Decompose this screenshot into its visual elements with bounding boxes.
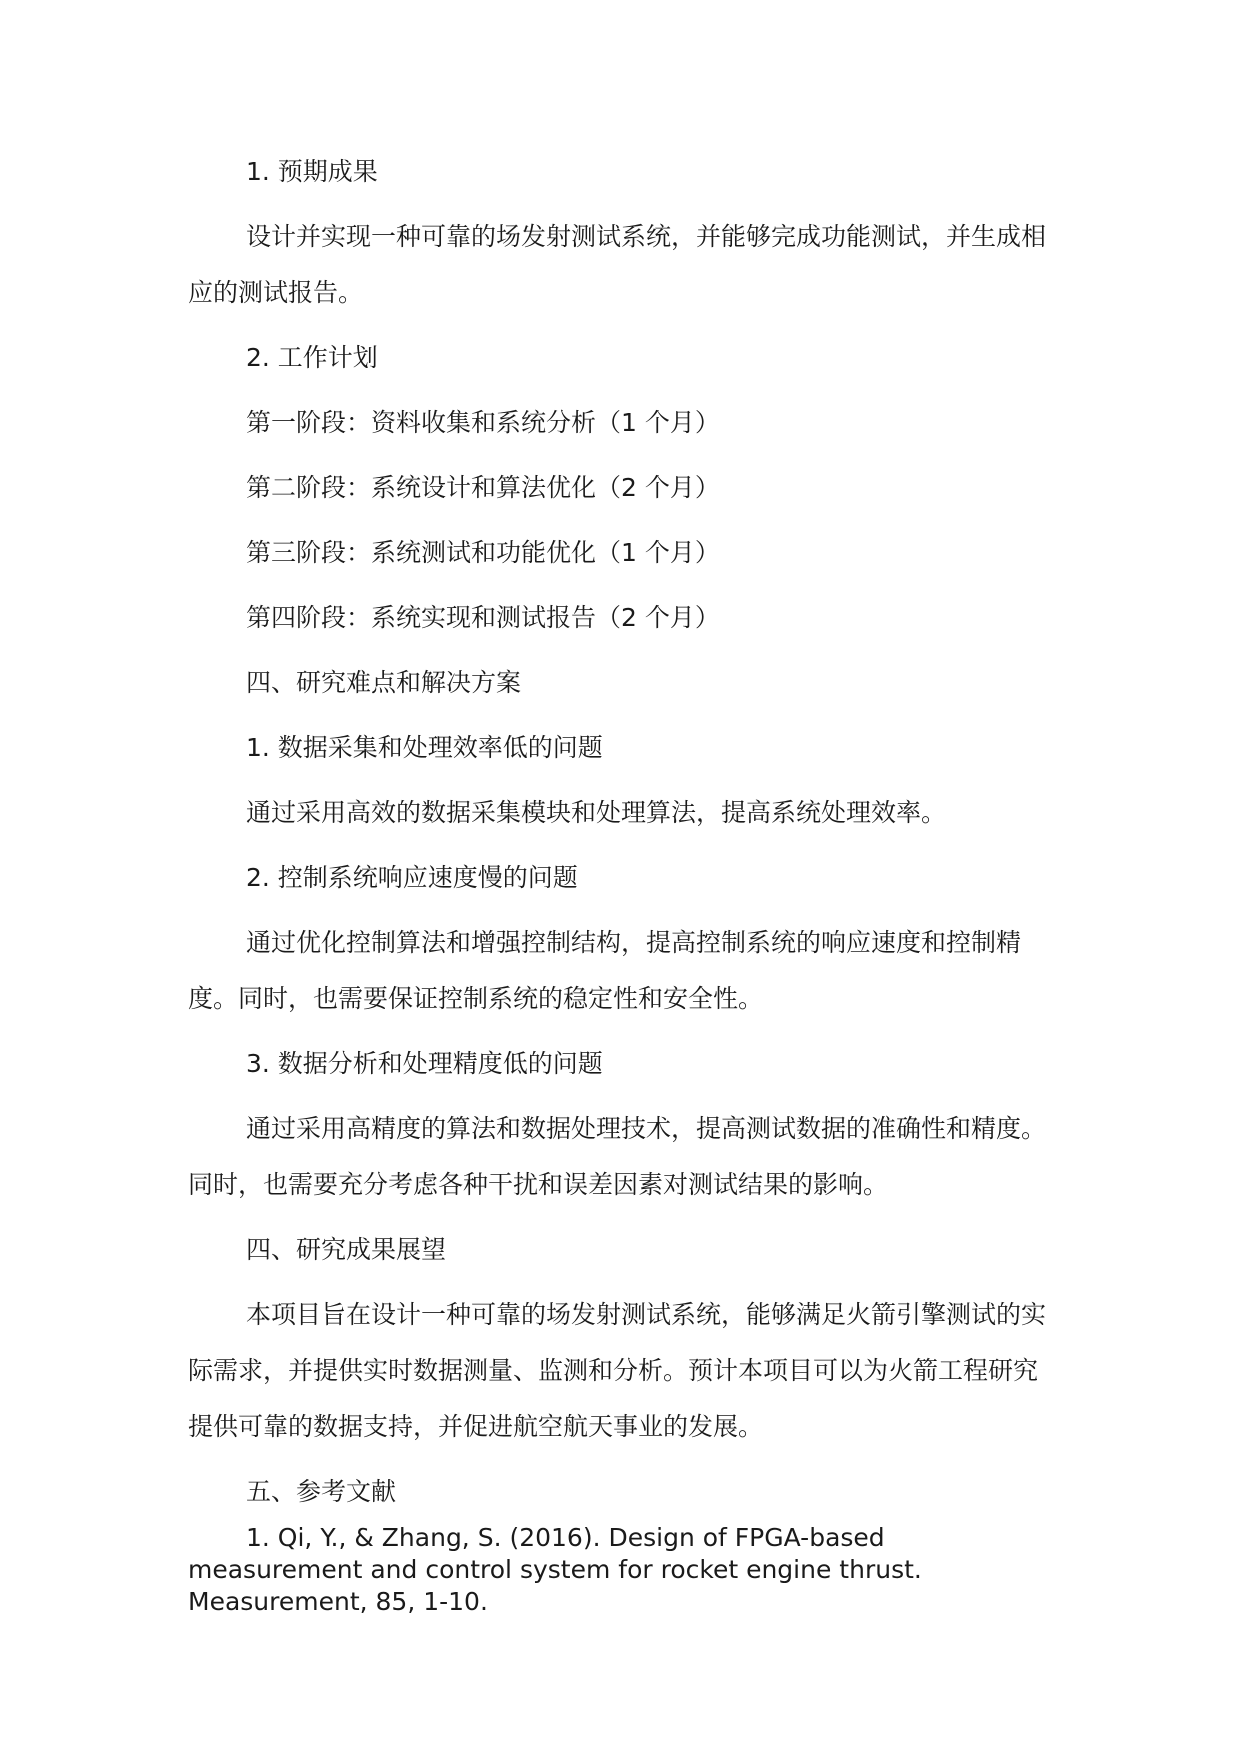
difficulty-1-heading: 1. 数据采集和处理效率低的问题 [246,733,603,762]
heading-work-plan: 2. 工作计划 [246,343,378,372]
section-heading-difficulties: 四、研究难点和解决方案 [246,668,522,697]
paragraph-expected-results: 设计并实现一种可靠的场发射测试系统，并能够完成功能测试，并生成相应的测试报告。 [188,222,1047,307]
difficulty-3-heading: 3. 数据分析和处理精度低的问题 [246,1049,603,1078]
plan-stage-2: 第二阶段：系统设计和算法优化（2 个月） [246,473,720,502]
difficulty-3-solution: 通过采用高精度的算法和数据处理技术，提高测试数据的准确性和精度。同时，也需要充分考虑各种干扰和误差因素对测试结果的影响。 [188,1114,1047,1199]
paragraph-outlook: 本项目旨在设计一种可靠的场发射测试系统，能够满足火箭引擎测试的实际需求，并提供实时数据测量、监测和分析。预计本项目可以为火箭工程研究提供可靠的数据支持，并促进航空航天事业的发展。 [188,1300,1047,1441]
reference-item: 1. Qi, Y., & Zhang, S. (2016). Design of FPGA-based measurement and control system for rocket engine thrust. Measurement, 85, 1-10. [188,1523,922,1616]
document-body [188,156,1048,1618]
difficulty-2-heading: 2. 控制系统响应速度慢的问题 [246,863,578,892]
heading-expected-results: 1. 预期成果 [246,157,378,186]
difficulty-2-solution: 通过优化控制算法和增强控制结构，提高控制系统的响应速度和控制精度。同时，也需要保证控制系统的稳定性和安全性。 [188,928,1022,1013]
section-heading-outlook: 四、研究成果展望 [246,1235,447,1264]
plan-stage-4: 第四阶段：系统实现和测试报告（2 个月） [246,603,720,632]
plan-stage-3: 第三阶段：系统测试和功能优化（1 个月） [246,538,720,567]
section-heading-references: 五、参考文献 [246,1477,397,1506]
difficulty-1-solution: 通过采用高效的数据采集模块和处理算法，提高系统处理效率。 [246,798,947,827]
plan-stage-1: 第一阶段：资料收集和系统分析（1 个月） [246,408,720,437]
